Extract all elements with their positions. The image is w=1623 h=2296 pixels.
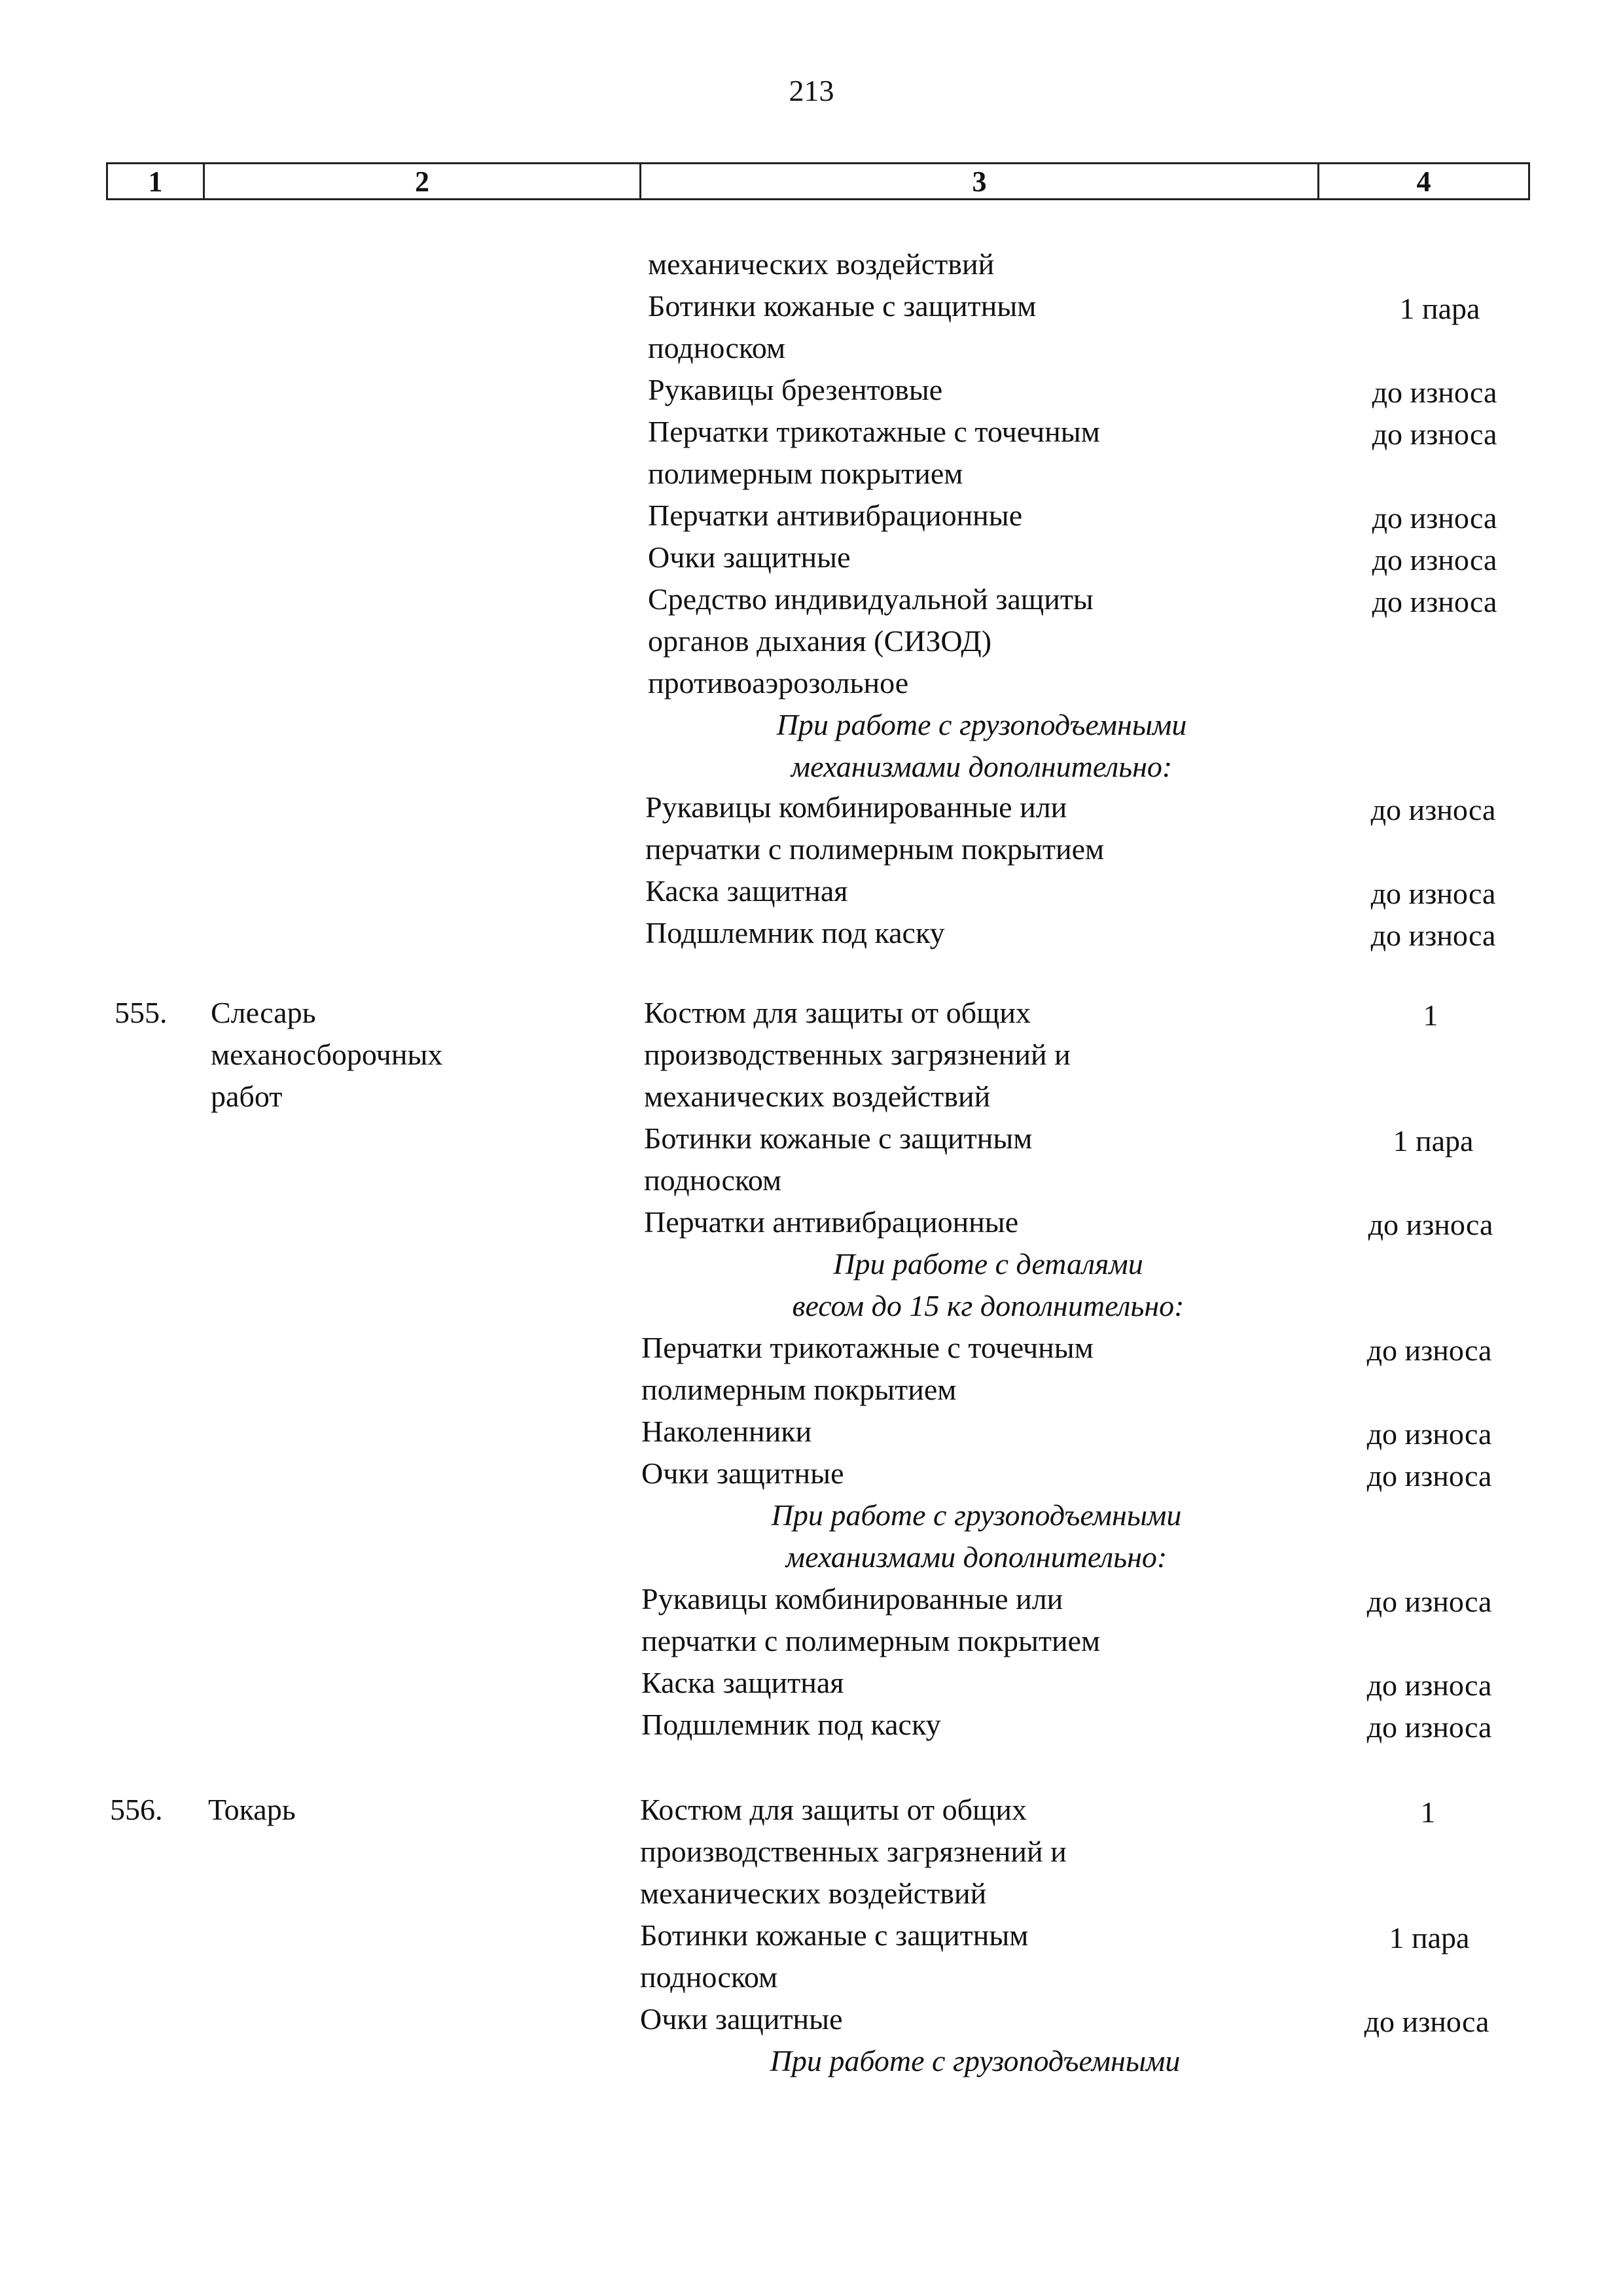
item-name: Костюм для защиты от общих: [640, 1793, 1027, 1826]
item-qty: до износа: [1370, 793, 1496, 826]
item-name: подноском: [644, 1163, 782, 1197]
item-qty: до износа: [1372, 376, 1497, 409]
note-line: механизмами дополнительно:: [785, 1540, 1168, 1574]
table-header-row: [106, 162, 1530, 200]
item-name: механических воздействий: [648, 247, 995, 281]
item-name: противоаэрозольное: [648, 666, 909, 699]
item-name: полимерным покрытием: [648, 457, 963, 490]
item-qty: 1: [1423, 998, 1438, 1032]
item-qty: до износа: [1366, 1669, 1492, 1702]
item-name: перчатки с полимерным покрытием: [641, 1624, 1101, 1657]
item-name: Подшлемник под каску: [641, 1708, 941, 1741]
item-name: Очки защитные: [640, 2002, 843, 2036]
note-line: При работе с деталями: [833, 1247, 1143, 1280]
profession-line: механосборочных: [211, 1038, 443, 1071]
item-name: перчатки с полимерным покрытием: [645, 832, 1105, 866]
item-qty: 1: [1420, 1795, 1436, 1829]
entry-number: 555.: [115, 996, 168, 1029]
item-qty: до износа: [1370, 919, 1496, 952]
item-name: Каска защитная: [645, 874, 848, 908]
item-name: Перчатки антивибрационные: [648, 499, 1023, 532]
item-name: Ботинки кожаные с защитным: [640, 1918, 1029, 1952]
item-qty: до износа: [1372, 501, 1497, 535]
item-name: Средство индивидуальной защиты: [648, 582, 1094, 616]
item-qty: до износа: [1364, 2005, 1489, 2038]
item-qty: до износа: [1372, 543, 1497, 576]
note-line: весом до 15 кг дополнительно:: [792, 1289, 1185, 1322]
item-name: Рукавицы комбинированные или: [645, 790, 1067, 824]
page-number: 213: [789, 74, 834, 107]
item-name: механических воздействий: [640, 1877, 987, 1910]
item-name: Очки защитные: [641, 1457, 844, 1490]
item-qty: до износа: [1366, 1417, 1492, 1451]
item-name: механических воздействий: [644, 1080, 991, 1113]
item-qty: 1 пара: [1399, 292, 1480, 325]
item-name: Рукавицы брезентовые: [648, 373, 943, 406]
item-qty: до износа: [1366, 1459, 1492, 1492]
item-name: подноском: [648, 331, 786, 364]
item-qty: 1 пара: [1389, 1921, 1470, 1954]
note-line: При работе с грузоподъемными: [770, 2044, 1181, 2077]
item-name: Подшлемник под каску: [645, 916, 945, 949]
item-qty: до износа: [1372, 585, 1497, 618]
header-col-3: 3: [641, 164, 1319, 198]
item-qty: до износа: [1368, 1208, 1493, 1241]
profession-line: работ: [211, 1080, 283, 1113]
item-qty: до износа: [1372, 417, 1497, 451]
item-name: Перчатки трикотажные с точечным: [648, 415, 1100, 448]
item-name: Очки защитные: [648, 540, 851, 574]
header-col-1: 1: [108, 164, 205, 198]
item-name: органов дыхания (СИЗОД): [648, 624, 992, 658]
note-line: механизмами дополнительно:: [791, 750, 1173, 783]
item-name: Перчатки трикотажные с точечным: [641, 1331, 1094, 1364]
header-col-4: 4: [1416, 165, 1431, 198]
item-qty: до износа: [1366, 1333, 1492, 1367]
item-name: Наколенники: [641, 1415, 812, 1448]
item-qty: 1 пара: [1393, 1124, 1474, 1157]
item-name: подноском: [640, 1960, 778, 1994]
item-qty: до износа: [1370, 877, 1496, 910]
item-name: Каска защитная: [641, 1666, 844, 1699]
note-line: При работе с грузоподъемными: [776, 708, 1187, 741]
note-line: При работе с грузоподъемными: [771, 1498, 1182, 1532]
profession-line: Токарь: [208, 1793, 296, 1826]
item-name: Ботинки кожаные с защитным: [648, 289, 1037, 323]
item-name: производственных загрязнений и: [640, 1835, 1067, 1868]
profession-line: Слесарь: [211, 996, 316, 1029]
item-qty: до износа: [1366, 1585, 1492, 1618]
item-name: Перчатки антивибрационные: [644, 1205, 1019, 1239]
item-name: Ботинки кожаные с защитным: [644, 1122, 1033, 1155]
item-name: Костюм для защиты от общих: [644, 996, 1031, 1029]
item-name: полимерным покрытием: [641, 1373, 957, 1406]
item-qty: до износа: [1366, 1710, 1492, 1744]
entry-number: 556.: [110, 1793, 163, 1826]
item-name: Рукавицы комбинированные или: [641, 1582, 1063, 1616]
item-name: производственных загрязнений и: [644, 1038, 1071, 1071]
header-col-2: 2: [205, 164, 641, 198]
